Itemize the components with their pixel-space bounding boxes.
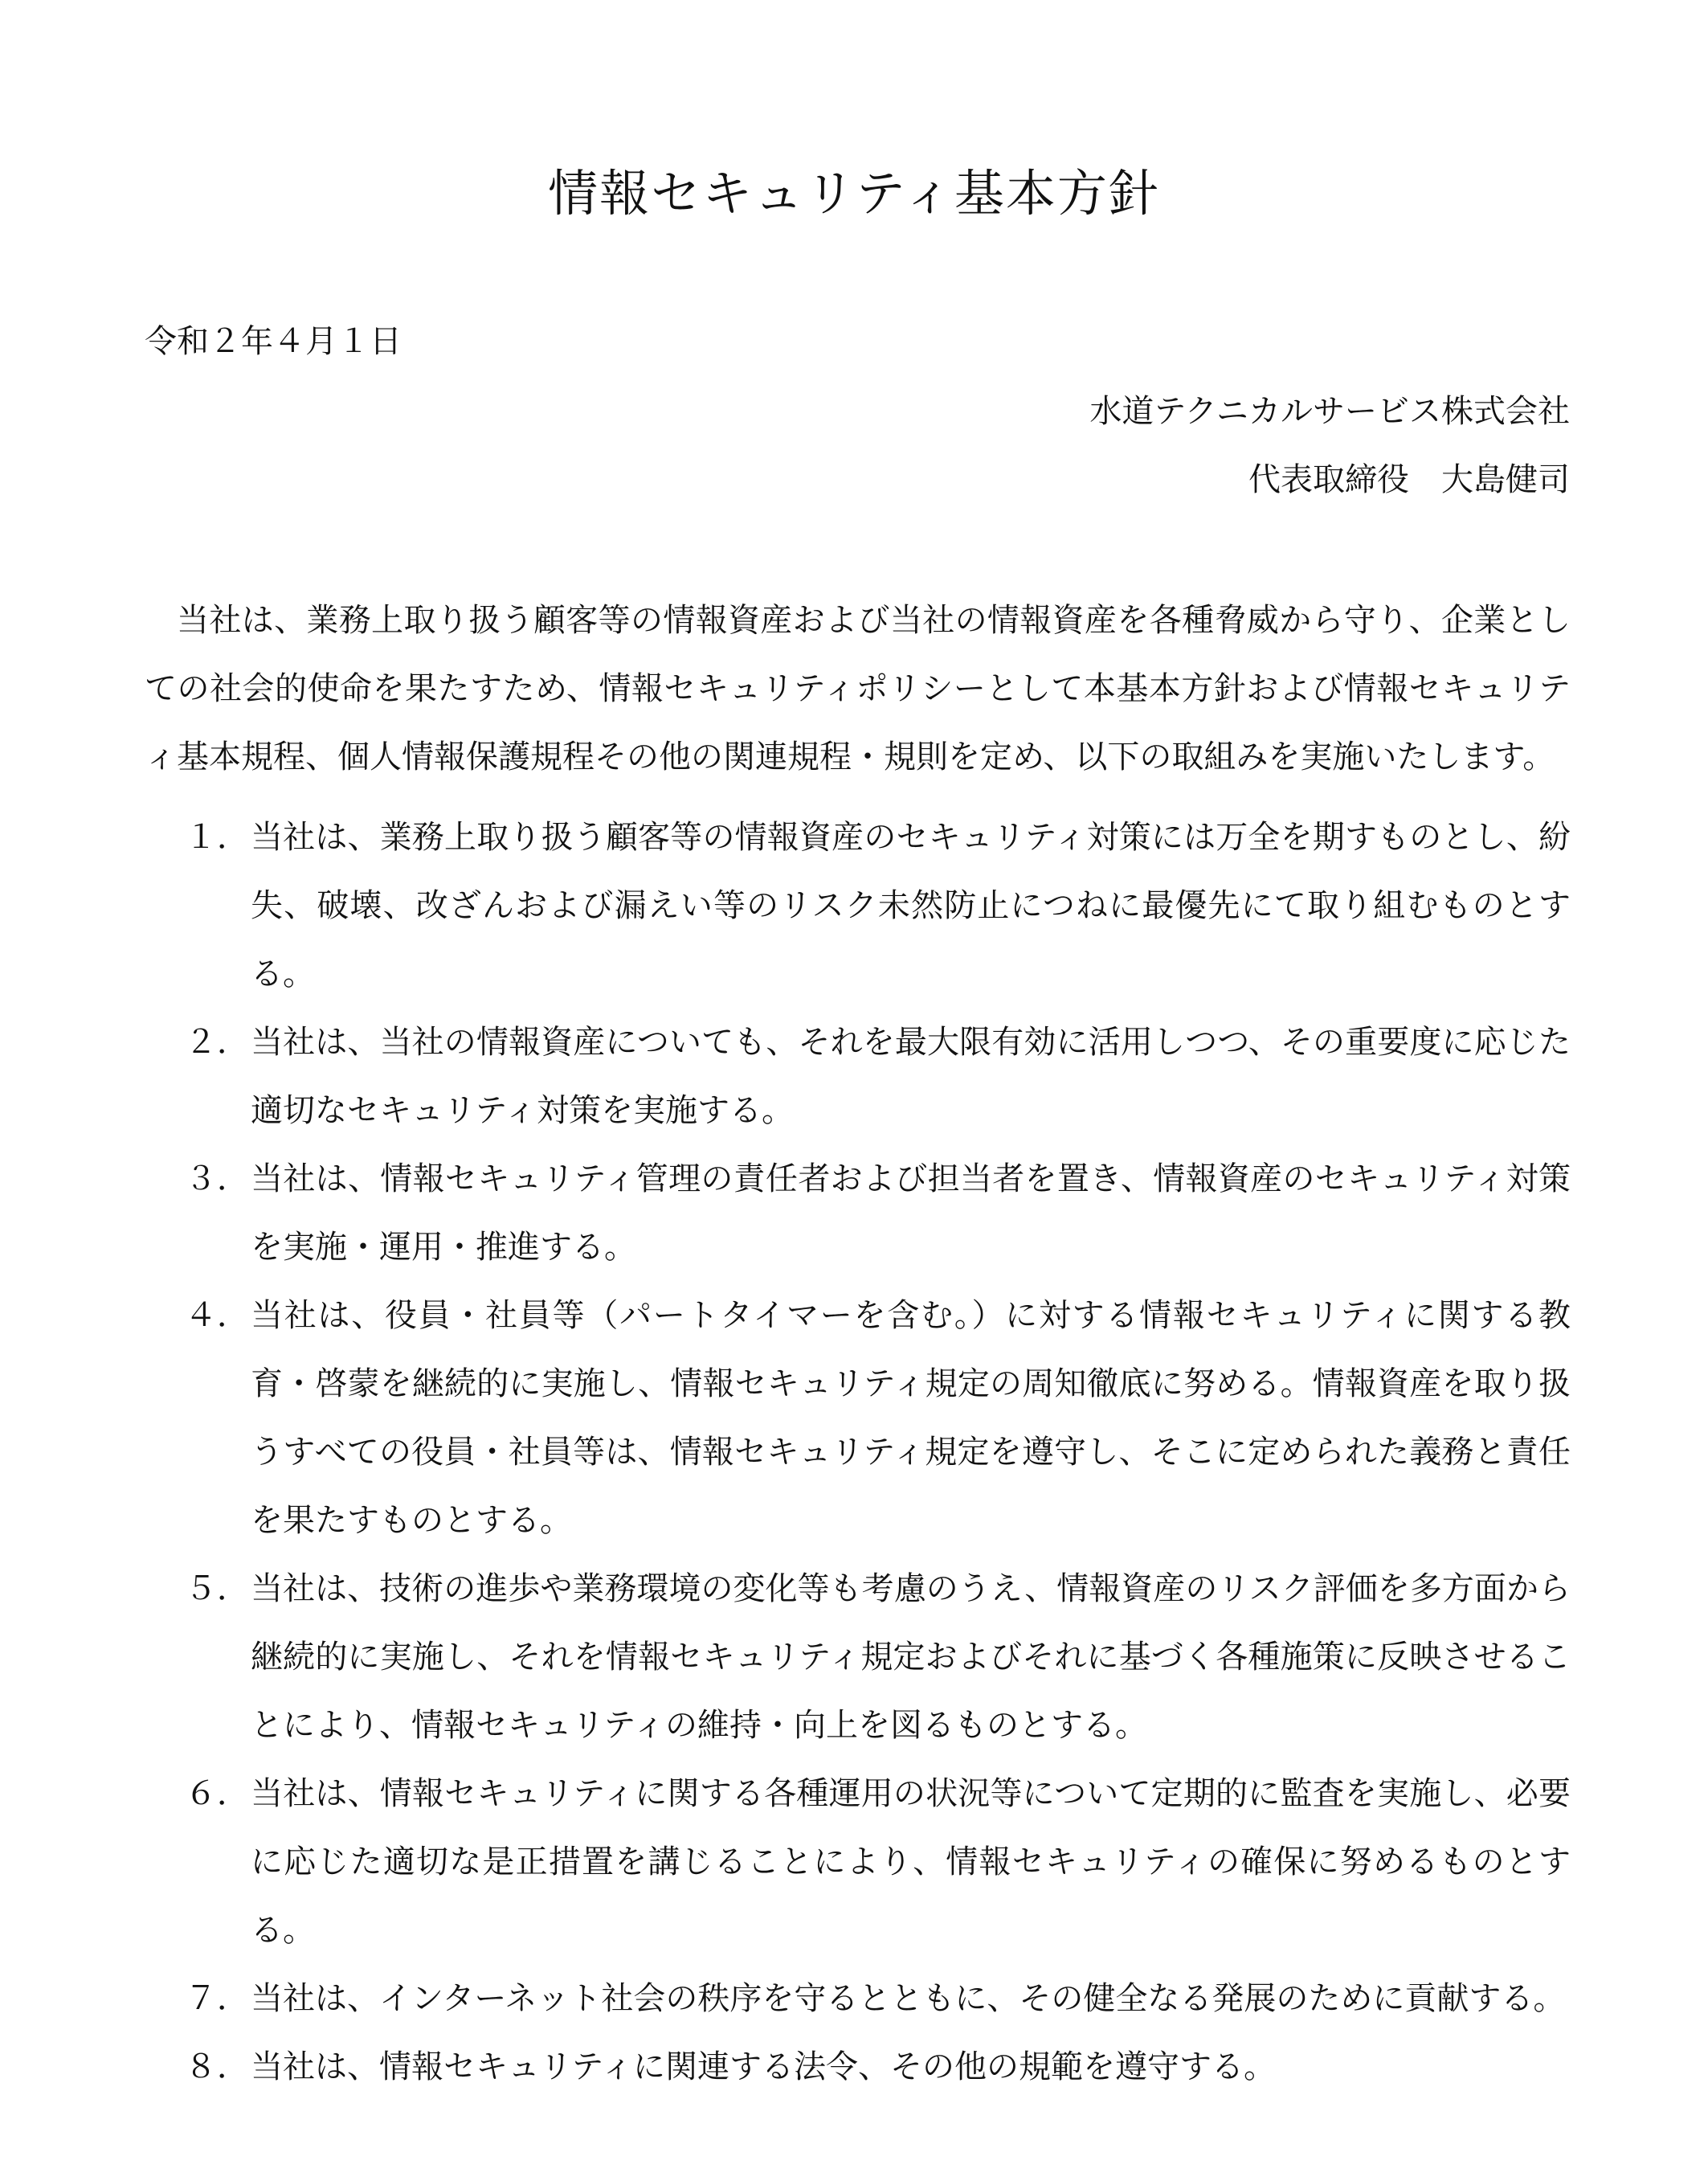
policy-text: 当社は、業務上取り扱う顧客等の情報資産のセキュリティ対策には万全を期すものとし、紛失、破壊、改ざんおよび漏えい等のリスク未然防止につねに最優先にて取り組むものとする。 xyxy=(251,819,1571,992)
policy-text: 当社は、役員・社員等（パートタイマーを含む。）に対する情報セキュリティに関する教育・啓蒙を継続的に実施し、情報セキュリティ規定の周知徹底に努める。情報資産を取り扱うすべての役員・社員等は、情報セキュリティ規定を遵守し、そこに定められた義務と責任を果たすものとする。 xyxy=(251,1297,1571,1539)
policy-text: 当社は、情報セキュリティに関連する法令、その他の規範を遵守する。 xyxy=(251,2048,1276,2085)
policy-item-5 xyxy=(185,1555,1571,1760)
policy-number: ６． xyxy=(185,1775,249,1812)
policy-item-4 xyxy=(185,1282,1571,1555)
policy-item-7 xyxy=(185,1965,1571,2033)
policy-number: ２． xyxy=(185,1024,249,1061)
policy-number: ３． xyxy=(185,1160,249,1197)
issuer-block xyxy=(1089,378,1570,514)
policy-item-2 xyxy=(185,1009,1571,1145)
policy-text: 当社は、情報セキュリティ管理の責任者および担当者を置き、情報資産のセキュリティ対策を実施・運用・推進する。 xyxy=(251,1160,1571,1266)
issue-date: 令和２年４月１日 xyxy=(145,323,402,360)
policy-number: １． xyxy=(185,819,249,856)
policy-number: ８． xyxy=(185,2048,249,2085)
intro-paragraph: 当社は、業務上取り扱う顧客等の情報資産および当社の情報資産を各種脅威から守り、企業としての社会的使命を果たすため、情報セキュリティポリシーとして本基本方針および情報セキュリティ基本規程、個人情報保護規程その他の関連規程・規則を定め、以下の取組みを実施いたします。 xyxy=(145,602,1571,775)
policy-text: 当社は、技術の進歩や業務環境の変化等も考慮のうえ、情報資産のリスク評価を多方面から継続的に実施し、それを情報セキュリティ規定およびそれに基づく各種施策に反映させることにより、情報セキュリティの維持・向上を図るものとする。 xyxy=(251,1570,1571,1744)
policy-item-8 xyxy=(185,2033,1571,2101)
policy-item-3 xyxy=(185,1145,1571,1282)
document-title: 情報セキュリティ基本方針 xyxy=(548,164,1160,223)
policy-item-1 xyxy=(185,804,1571,1009)
policy-number: ５． xyxy=(185,1570,249,1607)
policy-number: ７． xyxy=(185,1980,249,2017)
policy-number: ４． xyxy=(185,1297,249,1334)
representative-name: 代表取締役 大島健司 xyxy=(1248,461,1570,498)
policy-text: 当社は、当社の情報資産についても、それを最大限有効に活用しつつ、その重要度に応じた適切なセキュリティ対策を実施する。 xyxy=(251,1024,1571,1129)
policy-text: 当社は、情報セキュリティに関する各種運用の状況等について定期的に監査を実施し、必要に応じた適切な是正措置を講じることにより、情報セキュリティの確保に努めるものとする。 xyxy=(251,1775,1571,1949)
policy-item-6 xyxy=(185,1760,1571,1965)
company-name: 水道テクニカルサービス株式会社 xyxy=(1089,393,1570,430)
policy-list xyxy=(185,804,1571,2101)
policy-text: 当社は、インターネット社会の秩序を守るとともに、その健全なる発展のために貢献する。 xyxy=(251,1980,1566,2017)
